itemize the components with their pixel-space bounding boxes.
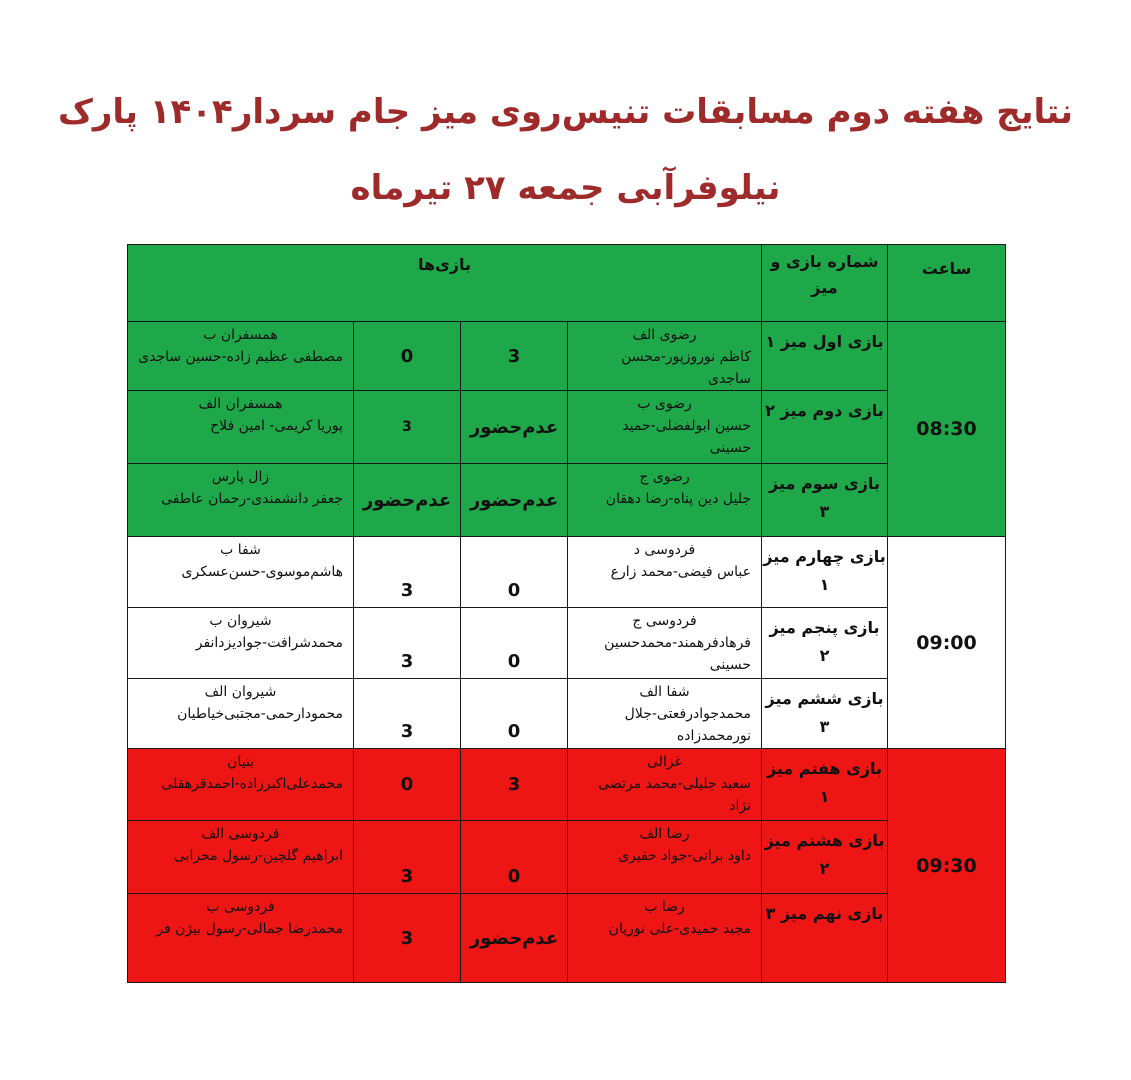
table-row xyxy=(128,608,1006,679)
team2-players: ابراهیم گلچین-رسول محرابی xyxy=(173,848,343,864)
score1-cell: عدم‌حضور xyxy=(461,894,568,983)
team2-players: پوریا کریمی- امین فلاح xyxy=(210,418,343,434)
table-row xyxy=(128,537,1006,608)
team2-players: محمدعلی‌اکبرزاده-احمدقرهقلی xyxy=(161,776,343,792)
team1-players: عباس فیضی-محمد زارع xyxy=(610,564,751,580)
score2-cell: 3 xyxy=(354,821,461,894)
game-cell: بازی ششم میز ۳ xyxy=(762,679,888,749)
time-cell: 08:30 xyxy=(888,322,1006,537)
team2-cell xyxy=(128,821,354,894)
team2-cell xyxy=(128,749,354,821)
score2-cell: 0 xyxy=(354,749,461,821)
score2-cell: 3 xyxy=(354,537,461,608)
score1-cell: 3 xyxy=(461,749,568,821)
table-row xyxy=(128,464,1006,537)
team2-players: مصطفی عظیم زاده-حسین ساجدی xyxy=(138,349,343,365)
team1-name: رضا الف xyxy=(639,826,690,842)
score1-cell: عدم‌حضور xyxy=(461,464,568,537)
game-cell: بازی هشتم میز ۲ xyxy=(762,821,888,894)
team1-cell xyxy=(568,894,762,983)
results-table xyxy=(127,244,1006,983)
score2-cell: 3 xyxy=(354,679,461,749)
page-title-line-1: نتایج هفته دوم مسابقات تنیس‌روی میز جام سردار۱۴۰۴ پارک xyxy=(58,92,1073,132)
header-row xyxy=(128,245,1006,322)
page-title-line-2: نیلوفرآبی جمعه ۲۷ تیرماه xyxy=(350,168,781,208)
team1-cell xyxy=(568,464,762,537)
team1-name: رضا ب xyxy=(644,899,685,915)
score2-cell: 3 xyxy=(354,391,461,464)
team2-name: فردوسی الف xyxy=(201,826,280,842)
team1-name: رضوی الف xyxy=(632,327,697,343)
team2-name: شفا ب xyxy=(220,542,261,558)
game-cell: بازی سوم میز ۳ xyxy=(762,464,888,537)
team1-players: محمدجوادرفعتی-جلال نورمحمدزاده xyxy=(624,706,751,744)
team2-players: جعفر دانشمندی-رحمان عاطفی xyxy=(161,491,343,507)
team1-players: سعید جلیلی-محمد مرتضی نژاد xyxy=(598,776,751,814)
game-cell: بازی دوم میز ۲ xyxy=(762,391,888,464)
header-game-number: شماره بازی و میز xyxy=(762,245,888,322)
team2-name: شیروان ب xyxy=(209,613,272,629)
score2-cell: 0 xyxy=(354,322,461,391)
team1-players: جلیل دین پناه-رضا دهقان xyxy=(605,491,751,507)
team1-cell xyxy=(568,537,762,608)
table-row xyxy=(128,322,1006,391)
game-cell: بازی هفتم میز ۱ xyxy=(762,749,888,821)
team2-players: هاشم‌موسوی-حسن‌عسکری xyxy=(181,564,343,580)
team2-name: شیروان الف xyxy=(204,684,277,700)
header-games: بازی‌ها xyxy=(128,245,762,322)
team1-name: رضوی ج xyxy=(639,469,690,485)
table-row xyxy=(128,679,1006,749)
team2-players: محمدرضا جمالی-رسول بیژن فر xyxy=(156,921,343,937)
game-cell: بازی نهم میز ۳ xyxy=(762,894,888,983)
team1-cell xyxy=(568,391,762,464)
team1-players: داود براتی-جواد حقیری xyxy=(618,848,751,864)
team1-cell xyxy=(568,608,762,679)
team1-players: مجید حمیدی-علی نوریان xyxy=(608,921,751,937)
table-row xyxy=(128,894,1006,983)
table-row xyxy=(128,749,1006,821)
team2-cell xyxy=(128,391,354,464)
table-row xyxy=(128,821,1006,894)
header-time: ساعت xyxy=(888,245,1006,322)
team2-cell xyxy=(128,894,354,983)
team2-players: محمدشرافت-جوادیزدانفر xyxy=(195,635,343,651)
team1-name: فردوسی ج xyxy=(632,613,697,629)
table-row xyxy=(128,391,1006,464)
score1-cell: 0 xyxy=(461,608,568,679)
score1-cell: 3 xyxy=(461,322,568,391)
score1-cell: 0 xyxy=(461,537,568,608)
team2-name: فردوسی ب xyxy=(206,899,275,915)
team2-name: همسفران ب xyxy=(203,327,278,343)
team1-players: فرهادفرهمند-محمدحسین حسینی xyxy=(604,635,751,673)
time-cell: 09:00 xyxy=(888,537,1006,749)
team2-cell xyxy=(128,464,354,537)
team2-players: محمودارحمی-مجتبی‌خیاطیان xyxy=(177,706,343,722)
team1-cell xyxy=(568,821,762,894)
team2-name: بنیان xyxy=(227,754,254,770)
score2-cell: 3 xyxy=(354,894,461,983)
team2-cell xyxy=(128,322,354,391)
game-cell: بازی پنجم میز ۲ xyxy=(762,608,888,679)
team2-cell xyxy=(128,537,354,608)
team1-name: رضوی ب xyxy=(637,396,692,412)
team2-name: همسفران الف xyxy=(198,396,283,412)
score1-cell: 0 xyxy=(461,821,568,894)
team2-name: زال پارس xyxy=(211,469,270,485)
team1-name: شفا الف xyxy=(639,684,690,700)
game-cell: بازی اول میز ۱ xyxy=(762,322,888,391)
time-cell: 09:30 xyxy=(888,749,1006,983)
team1-players: حسین ابولفضلی-حمید حسینی xyxy=(622,418,751,456)
team2-cell xyxy=(128,679,354,749)
team1-name: غزالی xyxy=(647,754,682,770)
team1-cell xyxy=(568,679,762,749)
score1-cell: عدم‌حضور xyxy=(461,391,568,464)
team1-cell xyxy=(568,322,762,391)
game-cell: بازی چهارم میز ۱ xyxy=(762,537,888,608)
team1-cell xyxy=(568,749,762,821)
team1-name: فردوسی د xyxy=(633,542,696,558)
score2-cell: عدم‌حضور xyxy=(354,464,461,537)
score2-cell: 3 xyxy=(354,608,461,679)
score1-cell: 0 xyxy=(461,679,568,749)
team1-players: کاظم نوروزپور-محسن ساجدی xyxy=(621,349,751,387)
team2-cell xyxy=(128,608,354,679)
